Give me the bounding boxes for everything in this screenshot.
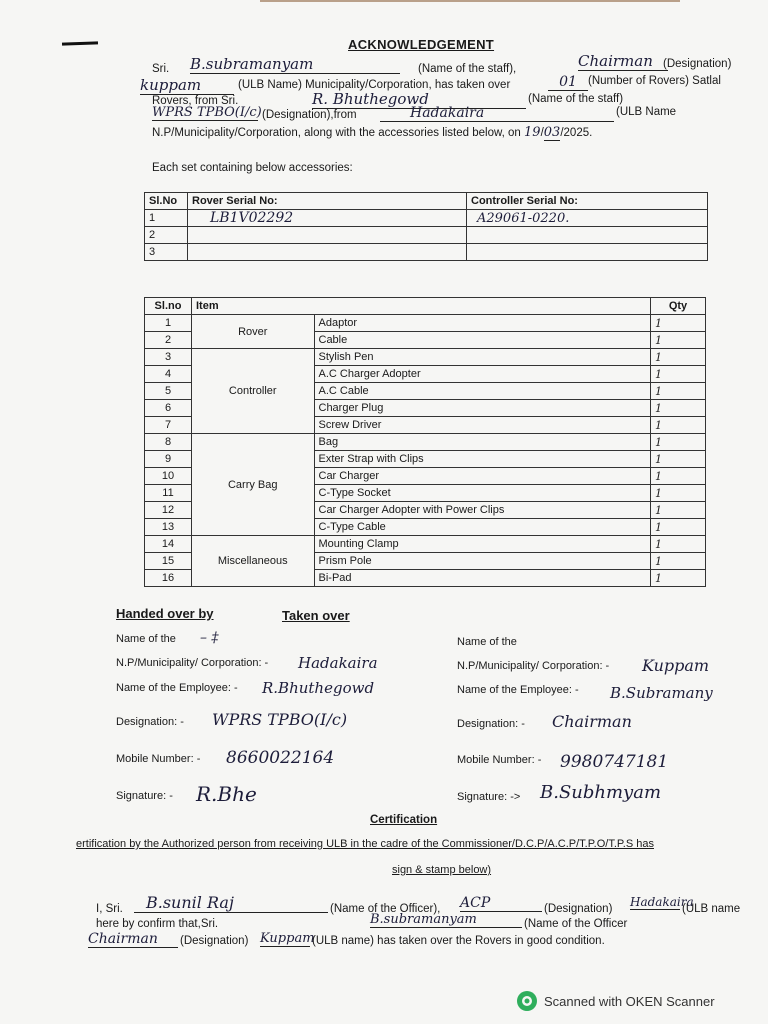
- col-qty: Qty: [651, 298, 706, 315]
- table-row: 4 A.C Charger Adopter 1: [145, 366, 706, 383]
- table-row: 7 Screw Driver 1: [145, 417, 706, 434]
- group-miscellaneous: Miscellaneous: [192, 536, 315, 587]
- group-rover: Rover: [192, 315, 315, 349]
- handed-name-value: – ‡: [200, 630, 219, 646]
- page-title: ACKNOWLEDGEMENT: [348, 37, 495, 52]
- table-row: 8 Carry Bag Bag 1: [145, 434, 706, 451]
- table-row: 3 Controller Stylish Pen 1: [145, 349, 706, 366]
- handwritten-confirmed-ulb: Kuppam: [260, 931, 315, 946]
- oken-scanner-logo-icon: [516, 990, 538, 1012]
- cert-line-2-b: (Name of the Officer: [524, 918, 628, 930]
- handwritten-designation: Chairman: [578, 52, 668, 71]
- handwritten-rover-count: 01: [548, 74, 588, 91]
- scanner-watermark: [516, 990, 715, 1012]
- handed-designation-value: WPRS TPBO(I/c): [212, 710, 348, 729]
- handed-np-label: N.P/Municipality/ Corporation: -: [116, 657, 269, 669]
- handed-np-value: Hadakaira: [298, 654, 378, 672]
- serial-number-table: [144, 192, 708, 261]
- taken-employee-label: Name of the Employee: -: [457, 684, 579, 696]
- handwritten-from-staff: R. Bhuthegowd: [312, 90, 526, 109]
- cert-line-1: I, Sri.: [96, 903, 123, 915]
- taken-employee-value: B.Subramany: [610, 684, 713, 702]
- scanner-watermark-text: Scanned with OKEN Scanner: [544, 993, 715, 1009]
- certification-text: ertification by the Authorized person from receiving ULB in the cadre of the Commissioner/D.C.P/A.C.P/T.P.O/T.P.S has: [76, 838, 654, 850]
- handwritten-from-ulb: Hadakaira: [380, 105, 614, 122]
- table-row: 10 Car Charger 1: [145, 468, 706, 485]
- taken-signature-label: Signature: ->: [457, 791, 521, 803]
- col-item: Item: [192, 298, 315, 315]
- table-row: 6 Charger Plug 1: [145, 400, 706, 417]
- table-row: 1 LB1V02292 A29061-0220.: [145, 210, 708, 227]
- para-line-4-b: (ULB Name: [616, 106, 677, 118]
- taken-name-label: Name of the: [457, 636, 517, 648]
- group-controller: Controller: [192, 349, 315, 434]
- handwritten-from-designation: WPRS TPBO(I/c): [152, 105, 262, 120]
- table-row: 3: [145, 244, 708, 261]
- para-line-3-b: (Name of the staff): [528, 93, 624, 105]
- handwritten-ulb-name: kuppam: [140, 76, 234, 95]
- margin-dash-mark: [62, 41, 98, 45]
- accessories-intro: Each set containing below accessories:: [152, 162, 353, 174]
- handed-mobile-label: Mobile Number: -: [116, 753, 201, 765]
- taken-designation-label: Designation: -: [457, 718, 525, 730]
- cert-line-3-b: (ULB name) has taken over the Rovers in good condition.: [312, 935, 605, 947]
- col-rover-serial: Rover Serial No:: [188, 193, 467, 210]
- table-row: 12 Car Charger Adopter with Power Clips 1: [145, 502, 706, 519]
- group-carry-bag: Carry Bag: [192, 434, 315, 536]
- table-row: 14 Miscellaneous Mounting Clamp 1: [145, 536, 706, 553]
- para-line-3: Rovers, from Sri.: [152, 95, 239, 107]
- taken-mobile-value: 9980747181: [560, 752, 669, 772]
- certification-title: Certification: [370, 814, 438, 826]
- top-edge-line: [260, 0, 680, 2]
- handed-mobile-value: 8660022164: [226, 748, 335, 768]
- col-sl-no: Sl.No: [145, 193, 188, 210]
- controller-serial-value: A29061-0220.: [467, 210, 708, 227]
- table-row: 11 C-Type Socket 1: [145, 485, 706, 502]
- taken-signature: B.Subhmyam: [540, 782, 662, 803]
- handwritten-staff-name: B.subramanyam: [190, 55, 400, 74]
- col-item-name: [314, 298, 651, 315]
- table-row: 2: [145, 227, 708, 244]
- col-controller-serial: Controller Serial No:: [467, 193, 708, 210]
- table-row: 2 Cable 1: [145, 332, 706, 349]
- table-row: 9 Exter Strap with Clips 1: [145, 451, 706, 468]
- taken-np-value: Kuppam: [642, 656, 710, 675]
- cert-line-3: (Designation): [180, 935, 249, 947]
- para-line-4: (Designation),from: [262, 109, 357, 121]
- cert-line-1-c: (Designation): [544, 903, 613, 915]
- handed-signature: R.Bhe: [196, 782, 257, 806]
- cert-line-1-b: (Name of the Officer),: [330, 903, 441, 915]
- accessories-table: [144, 297, 706, 587]
- cert-line-2: here by confirm that,Sri.: [96, 918, 219, 930]
- para-line-1-c: (Designation): [663, 58, 732, 70]
- handwritten-officer-ulb: Hadakaira: [630, 895, 694, 909]
- para-line-2: (ULB Name) Municipality/Corporation, has taken over: [238, 79, 511, 91]
- handwritten-officer-name: B.sunil Raj: [134, 893, 328, 913]
- table-row: 16 Bi-Pad 1: [145, 570, 706, 587]
- handed-over-heading: Handed over by: [116, 606, 214, 621]
- taken-mobile-label: Mobile Number: -: [457, 754, 542, 766]
- handed-name-label: Name of the: [116, 633, 176, 645]
- para-line-1-b: (Name of the staff),: [418, 63, 517, 75]
- handed-employee-value: R.Bhuthegowd: [262, 679, 375, 697]
- table-row: 5 A.C Cable 1: [145, 383, 706, 400]
- taken-np-label: N.P/Municipality/ Corporation: -: [457, 660, 610, 672]
- certification-text-2: sign & stamp below): [392, 864, 492, 876]
- handwritten-officer-designation: ACP: [460, 895, 542, 912]
- para-line-5: N.P/Municipality/Corporation, along with the accessories listed below, on 19/03/2025.: [152, 125, 593, 140]
- table-row: 15 Prism Pole 1: [145, 553, 706, 570]
- handed-designation-label: Designation: -: [116, 716, 184, 728]
- handwritten-confirmed-designation: Chairman: [88, 931, 178, 948]
- para-line-1: Sri.: [152, 63, 170, 75]
- handwritten-confirmed-name: B.subramanyam: [370, 912, 522, 928]
- table-row: 1 Rover Adaptor 1: [145, 315, 706, 332]
- cert-line-1-d: (ULB name: [682, 903, 741, 915]
- rover-serial-value: LB1V02292: [188, 210, 467, 227]
- table-row: 13 C-Type Cable 1: [145, 519, 706, 536]
- handed-employee-label: Name of the Employee: -: [116, 682, 238, 694]
- taken-over-heading: Taken over: [282, 608, 350, 623]
- handed-signature-label: Signature: -: [116, 790, 173, 802]
- taken-designation-value: Chairman: [552, 712, 632, 731]
- para-line-2-b: (Number of Rovers) Satlal: [588, 75, 721, 87]
- col-sl-no: Sl.no: [145, 298, 192, 315]
